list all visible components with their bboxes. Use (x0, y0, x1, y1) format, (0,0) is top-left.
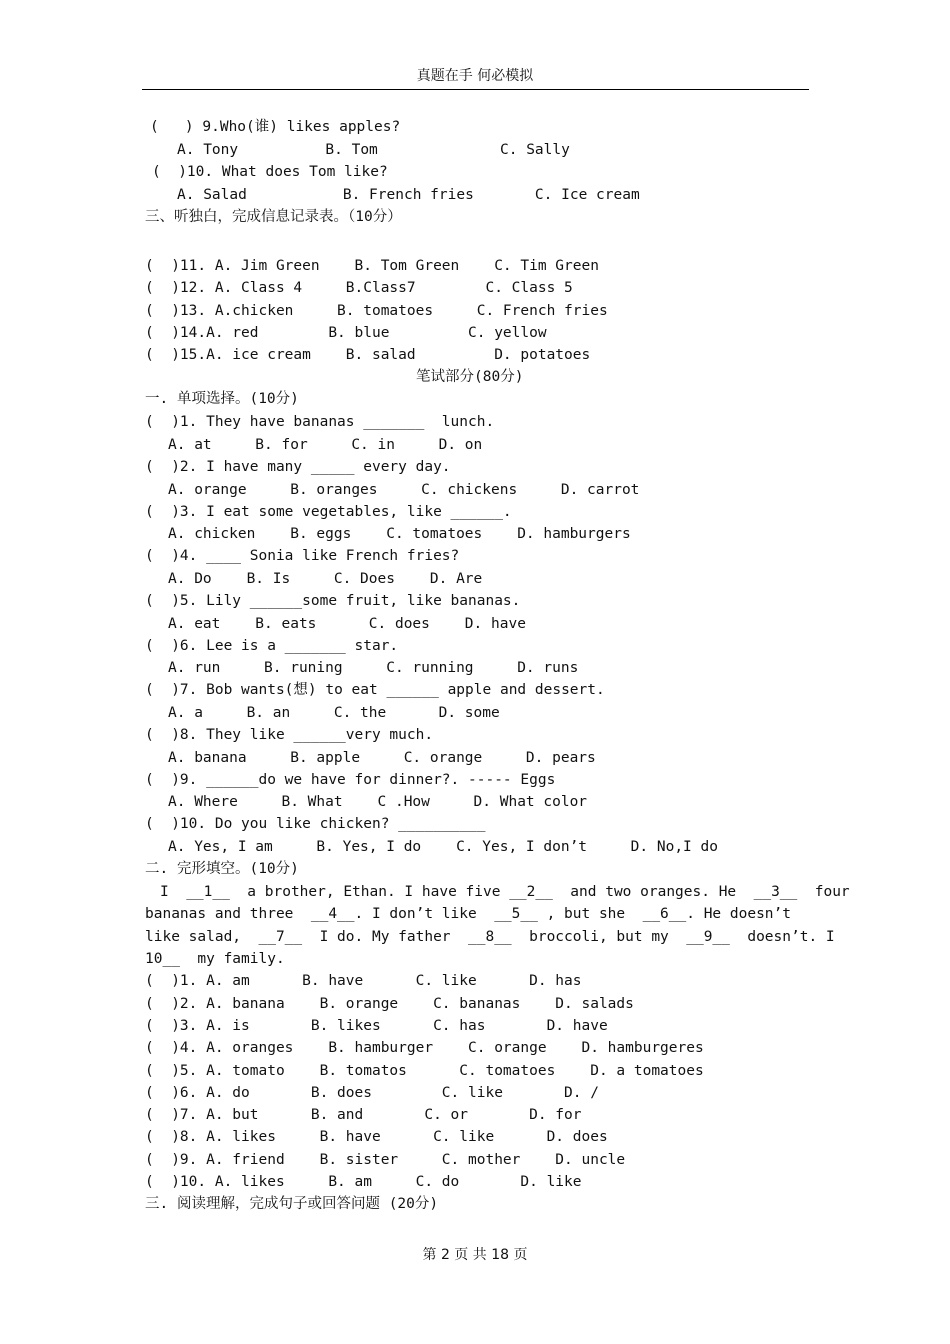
question-line: ( )1. They have bananas _______ lunch. (145, 414, 495, 430)
options-line: A. Yes, I am B. Yes, I do C. Yes, I don’t D. No,I do (168, 839, 718, 855)
options-line: A. at B. for C. in D. on (168, 437, 483, 453)
question-line: ( )9. ______do we have for dinner?. ----- Eggs (145, 772, 556, 788)
question-line: ( )7. A. but B. and C. or D. for (145, 1107, 582, 1123)
options-line: A. run B. runing C. running D. runs (168, 660, 579, 676)
question-line: ( )4. A. oranges B. hamburger C. orange D. hamburgeres (145, 1040, 704, 1056)
question-line: ( )15.A. ice cream B. salad D. potatoes (145, 347, 591, 363)
options-line: A. Salad B. French fries C. Ice cream (177, 187, 640, 203)
question-line: ( )14.A. red B. blue C. yellow (145, 325, 547, 341)
question-line: ( )12. A. Class 4 B.Class7 C. Class 5 (145, 280, 573, 296)
passage-line: bananas and three __4__. I don’t like __5__ , but she __6__. He doesn’t (145, 906, 792, 922)
options-line: A. Do B. Is C. Does D. Are (168, 571, 483, 587)
question-line: ( )3. A. is B. likes C. has D. have (145, 1018, 608, 1034)
question-line: ( ) 9.Who(谁) likes apples? (150, 119, 401, 135)
question-line: ( )2. I have many _____ every day. (145, 459, 451, 475)
section-heading: 三、听独白，完成信息记录表。（10分） (145, 209, 402, 225)
header-rule (142, 89, 809, 90)
question-line: ( )7. Bob wants(想) to eat ______ apple and dessert. (145, 682, 605, 698)
page-footer: 第 2 页 共 18 页 (422, 1247, 528, 1263)
question-line: ( )10. What does Tom like? (152, 164, 388, 180)
question-line: ( )3. I eat some vegetables, like ______. (145, 504, 512, 520)
options-line: A. banana B. apple C. orange D. pears (168, 750, 596, 766)
passage-line: 10__ my family. (145, 951, 285, 967)
question-line: ( )8. They like ______very much. (145, 727, 434, 743)
options-line: A. Where B. What C .How D. What color (168, 794, 588, 810)
question-line: ( )6. Lee is a _______ star. (145, 638, 399, 654)
question-line: ( )10. A. likes B. am C. do D. like (145, 1174, 582, 1190)
options-line: A. eat B. eats C. does D. have (168, 616, 526, 632)
question-line: ( )6. A. do B. does C. like D. / (145, 1085, 599, 1101)
question-line: ( )2. A. banana B. orange C. bananas D. salads (145, 996, 634, 1012)
section-heading: 三. 阅读理解，完成句子或回答问题 (20分) (145, 1196, 439, 1212)
question-line: ( )5. A. tomato B. tomatos C. tomatoes D. a tomatoes (145, 1063, 704, 1079)
question-line: ( )11. A. Jim Green B. Tom Green C. Tim Green (145, 258, 599, 274)
question-line: ( )1. A. am B. have C. like D. has (145, 973, 582, 989)
options-line: A. Tony B. Tom C. Sally (177, 142, 570, 158)
options-line: A. orange B. oranges C. chickens D. carrot (168, 482, 640, 498)
question-line: ( )4. ____ Sonia like French fries? (145, 548, 460, 564)
options-line: A. a B. an C. the D. some (168, 705, 500, 721)
question-line: ( )10. Do you like chicken? __________ (145, 816, 486, 832)
options-line: A. chicken B. eggs C. tomatoes D. hamburgers (168, 526, 631, 542)
passage-line: like salad, __7__ I do. My father __8__ broccoli, but my __9__ doesn’t. I (145, 929, 835, 945)
passage-line: I __1__ a brother, Ethan. I have five __2__ and two oranges. He __3__ four (160, 884, 850, 900)
question-line: ( )13. A.chicken B. tomatoes C. French fries (145, 303, 608, 319)
question-line: ( )5. Lily ______some fruit, like bananas. (145, 593, 521, 609)
part-title: 笔试部分(80分) (416, 369, 524, 385)
section-heading: 二. 完形填空。(10分) (145, 861, 299, 877)
question-line: ( )8. A. likes B. have C. like D. does (145, 1129, 608, 1145)
section-heading: 一. 单项选择。(10分) (145, 391, 299, 407)
page-header: 真题在手 何必模拟 (416, 68, 534, 84)
question-line: ( )9. A. friend B. sister C. mother D. uncle (145, 1152, 626, 1168)
